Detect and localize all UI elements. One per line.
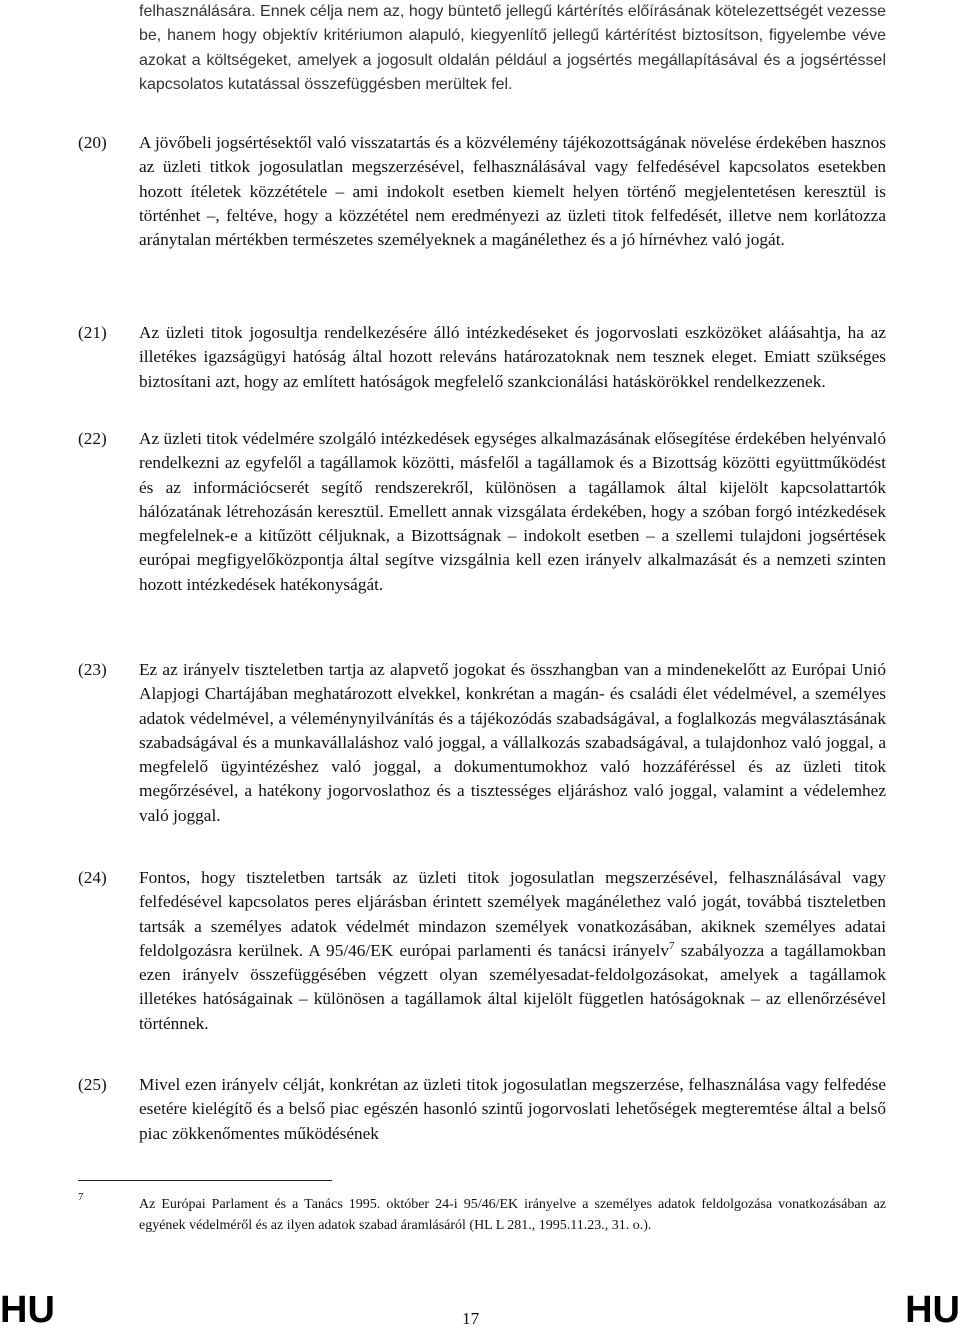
recital-number: (24) [78, 868, 107, 887]
recital-text: Az üzleti titok jogosultja rendelkezésére álló intézkedéseket és jogorvoslati eszközöket aláásahtja, ha az illetékes igazságügyi hatóság által hozott releváns határozatoknak nem tesznek eleget. Emiatt szükséges biztosítani azt, hogy az említett hatóságok megfelelő szankcionálási hatáskörökkel rendelkezzenek. [139, 323, 886, 391]
recital-text: Mivel ezen irányelv célját, konkrétan az üzleti titok jogosulatlan megszerzése, felhasználása vagy felfedése esetére kielégítő és a belső piac egészén hasonló szintű jogorvoslati lehetőségek megteremtése által a belső piac zökkenőmentes működésének [139, 1075, 886, 1143]
footnote-separator [78, 1180, 332, 1181]
recital-text: Az üzleti titok védelmére szolgáló intézkedések egységes alkalmazásának elősegítése érdekében helyénvaló rendelkezni az egyfelől a tagállamok közötti, másfelől a tagállamok és a Bizottság közötti együttműködést és az információcserét segítő rendszerekről, különösen a tagállamok által kijelölt kapcsolattartók hálózatának létrehozásán keresztül. Emellett annak vizsgálata érdekében, hogy a szóban forgó intézkedések megfelelnek-e a kitűzött céljuknak, a Bizottságnak – indokolt esetben – a szellemi tulajdoni jogsértések európai megfigyelőközpontja által segítve vizsgálnia kell ezen irányelv alkalmazását és a nemzeti szinten hozott intézkedések hatékonyságát. [139, 429, 886, 594]
recital-text: Ez az irányelv tiszteletben tartja az alapvető jogokat és összhangban van a mindenekelőtt az Európai Unió Alapjogi Chartájában meghatározott elvekkel, konkrétan a magán- és családi élet védelmével, a személyes adatok védelmével, a véleménynyilvánítás és a tájékozódás szabadságával, a foglalkozás megválasztásának szabadságával és a munkavállaláshoz való joggal, a vállalkozás szabadságával, a tulajdonhoz való joggal, a megfelelő ügyintézéshez való joggal, a dokumentumokhoz való hozzáféréssel és az üzleti titok megőrzésével, a hatékony jogorvoslathoz és a tisztességes eljáráshoz való joggal, valamint a védelemhez való joggal. [139, 660, 886, 825]
continued-paragraph-text: felhasználására. Ennek célja nem az, hogy büntető jellegű kártérítés előírásának kötelezettségét vezesse be, hanem hogy objektív kritériumon alapuló, kiegyenlítő jellegű kártérítést biztosítson, figyelembe véve azokat a költségeket, amelyek a jogosult oldalán például a jogsértés megállapításával és a jogsértéssel kapcsolatos kutatással összefüggésben merültek fel. [139, 3, 886, 93]
page-number: 17 [462, 1309, 480, 1328]
recital-text-part: Fontos, hogy tiszteletben tartsák az üzleti titok jogosulatlan megszerzésével, felhasználásával vagy felfedésével kapcsolatos peres eljárásban érintett személyek magánélethez való jogát, továbbá tiszteletben tartsák a személyes adatok védelmét mindazon személyek vonatkozásában, akiknek személyes adatai feldolgozásra kerülnek. A 95/46/EK európai parlamenti és tanácsi irányelv [139, 868, 886, 960]
footnote-number: 7 [78, 1191, 84, 1203]
recital-text: A jövőbeli jogsértésektől való visszatartás és a közvélemény tájékozottságának növelése érdekében hasznos az üzleti titkok jogosulatlan megszerzésével, felhasználásával vagy felfedésével kapcsolatos esetekben hozott ítéletek közzététele – ami indokolt esetben kiemelt helyen történő megjelentetésen keresztül is történhet –, feltéve, hogy a közzététel nem eredményezi az üzleti titok felfedését, illetve nem korlátozza aránytalan mértékben természetes személyeknek a magánélethez és a jó hírnévhez való jogát. [139, 133, 886, 250]
language-code-right: HU [905, 1289, 960, 1331]
footnote-reference[interactable]: 7 [669, 940, 675, 953]
recital-number: (20) [78, 133, 107, 152]
recital-number: (25) [78, 1075, 107, 1094]
recital-text-part: szabályozza a tagállamokban ezen irányelv összefüggésében végzett olyan személyesadat-feldolgozásokat, amelyek a tagállamok illetékes hatóságainak – különösen a tagállamok által kijelölt független hatóságoknak – az ellenőrzésével történnek. [139, 940, 886, 1033]
footnote-text: Az Európai Parlament és a Tanács 1995. október 24-i 95/46/EK irányelve a személyes adatok feldolgozása vonatkozásában az egyének védelméről és az ilyen adatok szabad áramlásáról (HL L 281., 1995.11.23., 31. o.). [139, 1197, 886, 1233]
recital-text [139, 866, 886, 1036]
recital-number: (23) [78, 660, 107, 679]
recital-number: (22) [78, 429, 107, 448]
recital-number: (21) [78, 323, 107, 342]
language-code-left: HU [0, 1289, 55, 1331]
